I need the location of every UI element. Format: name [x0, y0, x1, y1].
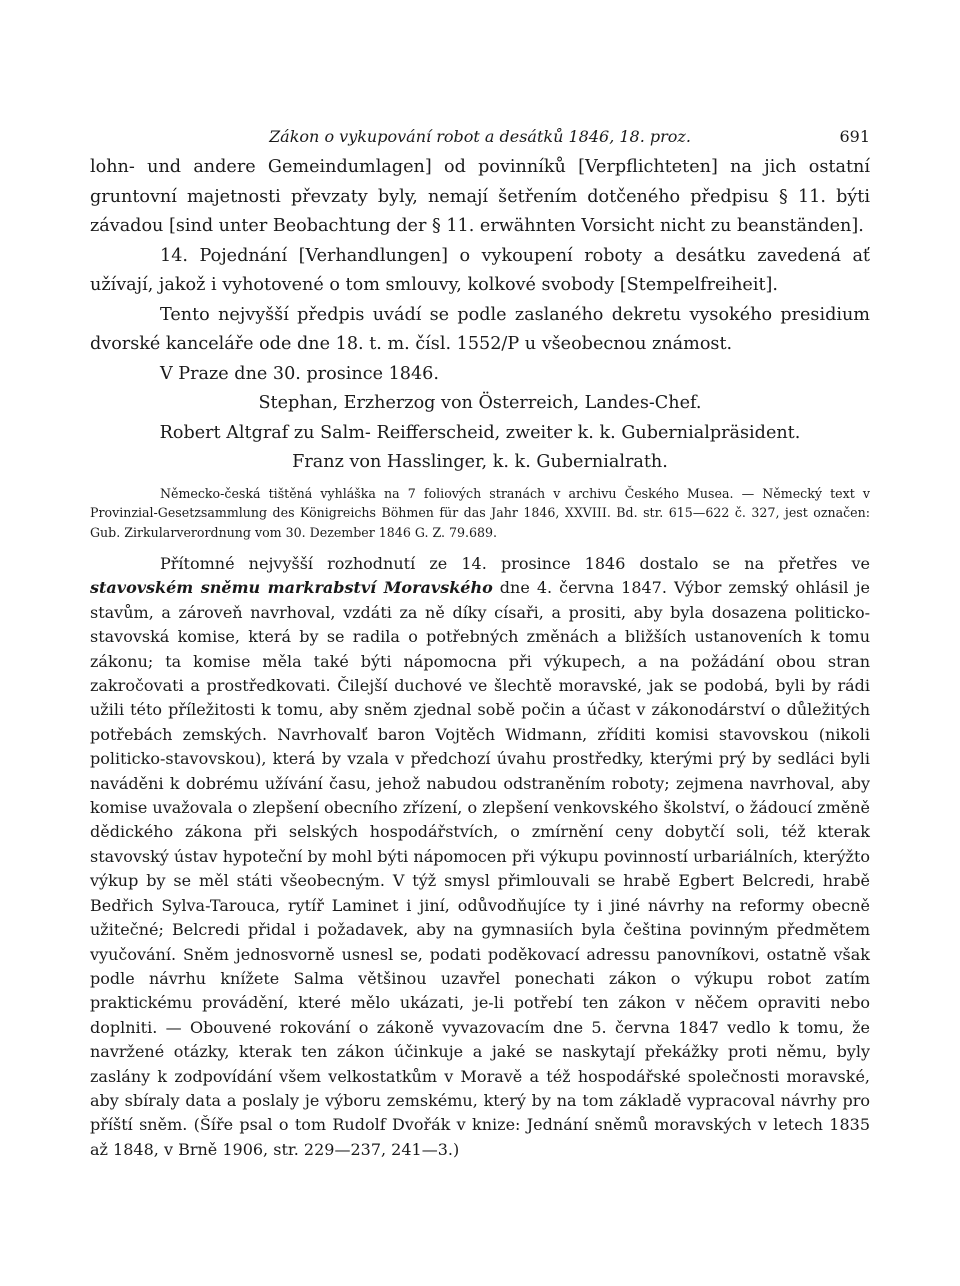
- document-page: [90, 127, 870, 1162]
- signature-line: Robert Altgraf zu Salm- Reifferscheid, zweiter k. k. Gubernialpräsident.: [159, 422, 801, 443]
- paragraph-section-14: 14. Pojednání [Verhandlungen] o vykoupení roboty a desátku zavedená ať užívají, jakož i vyhotovené o tom smlouvy, kolkové svobody [Stempelfreiheit].: [90, 245, 870, 295]
- running-head: [90, 127, 870, 153]
- page-number: 691: [839, 127, 870, 146]
- source-note: Německo-česká tištěná vyhláška na 7 foliových stranách v archivu Českého Musea. — Německý text v Provinzial-Gesetzsammlung des Königreichs Böhmen für das Jahr 1846, XXVIII. Bd. str. 615—622 č. 327, jest označen: Gub. Zirkularverordnung vom 30. Dezember 1846 G. Z. 79.689.: [90, 485, 870, 540]
- commentary-emphasis: stavovském sněmu markrabství Moravského: [90, 578, 493, 598]
- signature-line: Stephan, Erzherzog von Österreich, Landes-Chef.: [258, 393, 702, 413]
- commentary-body: dne 4. června 1847. Výbor zemský ohlásil je stavům, a zároveň navrhoval, vzdáti za ně díky císaři, a prositi, aby byla dosazena politicko-stavovská komise, která by se radila o potřebných změnách a bližších ustanoveních k tomu zákonu; ta komise měla také býti nápomocna při výkupech, a na požádání obou stran zakročovati a prostředkovati. Čilejší duchové ve šlechtě moravské, jak se podobá, byli by rádi užili této příležitosti k tomu, aby sněm zjednal sobě počin a účast v zákonodárství o důležitých potřebách zemských. Navrhovalť baron Vojtěch Widmann, zříditi komisi stavovskou (nikoli politicko-stavovskou), která by vzala v předchozí úvahu prostředky, kterými prý by sedláci byli naváděni k dobrému užívání času, jehož nabudou odstraněním roboty; zejmena navrhoval, aby komise uvažovala o zlepšení obecního zřízení, o zlepšení venkovského školství, o žádoucí změně dědického zákona při selských hospodářstvích, o zmírnění ceny dobytčí soli, též kterak stavovský ústav hypoteční by mohl býti nápomocen při výkupu povinností urbariálních, kterýžto výkup by se měl státi všeobecným. V týž smysl přimlouvali se hrabě Egbert Belcredi, hrabě Bedřich Sylva-Tarouca, rytíř Laminet i jiní, odůvodňujíce ty i jiné návrhy na reformy obecně užitečné; Belcredi přidal i požadavek, aby na gymnasiích byla čeština povinným předmětem vyučování. Sněm jednosvorně usnesl se, podati poděkovací adressu panovníkovi, ostatně však podle návrhu knížete Salma většinou uzavřel ponechati zákon o výkupu robot zatím praktickému provádění, které mělo ukázati, je-li potřebí ten zákon v něčem opraviti nebo doplniti. — Obouvené rokování o zákoně vyvazovacím dne 5. června 1847 vedlo k tomu, že navržené otázky, kterak ten zákon účinkuje a jaké se naskytají překážky proti němu, byly zaslány k zodpovídání všem velkostatkům v Moravě a též hospodářské společnosti moravské, aby sbíraly data a poslaly je výboru zemskému, který by na tom základě vypracoval návrhy pro příští sněm. (Šíře psal o tom Rudolf Dvořák v knize: Jednání sněmů moravských v letech 1835 až 1848, v Brně 1906, str. 229—237, 241—3.): [90, 578, 871, 1159]
- paragraph-promulgation: Tento nejvyšší předpis uvádí se podle zaslaného dekretu vysokého presidium dvorské kanceláře ode dne 18. t. m. čísl. 1552/P u všeobecnou známost.: [90, 304, 870, 354]
- commentary-lead: Přítomné nejvyšší rozhodnutí ze 14. prosince 1846 dostalo se na přetřes ve: [160, 554, 870, 573]
- commentary: [90, 552, 870, 1162]
- paragraph-continuation: lohn- und andere Gemeindumlagen] od povinníků [Verpflichteten] na jich ostatní gruntovní majetnosti převzaty byly, nemají šetřením dotčeného předpisu § 11. býti závadou [sind unter Beobachtung der § 11. erwähnten Vorsicht nicht zu beanständen].: [90, 157, 870, 236]
- dateline: V Praze dne 30. prosince 1846.: [160, 363, 439, 384]
- signature-line: Franz von Hasslinger, k. k. Gubernialrath.: [292, 452, 668, 472]
- running-head-title: Zákon o vykupování robot a desátků 1846, 18. proz.: [269, 127, 691, 146]
